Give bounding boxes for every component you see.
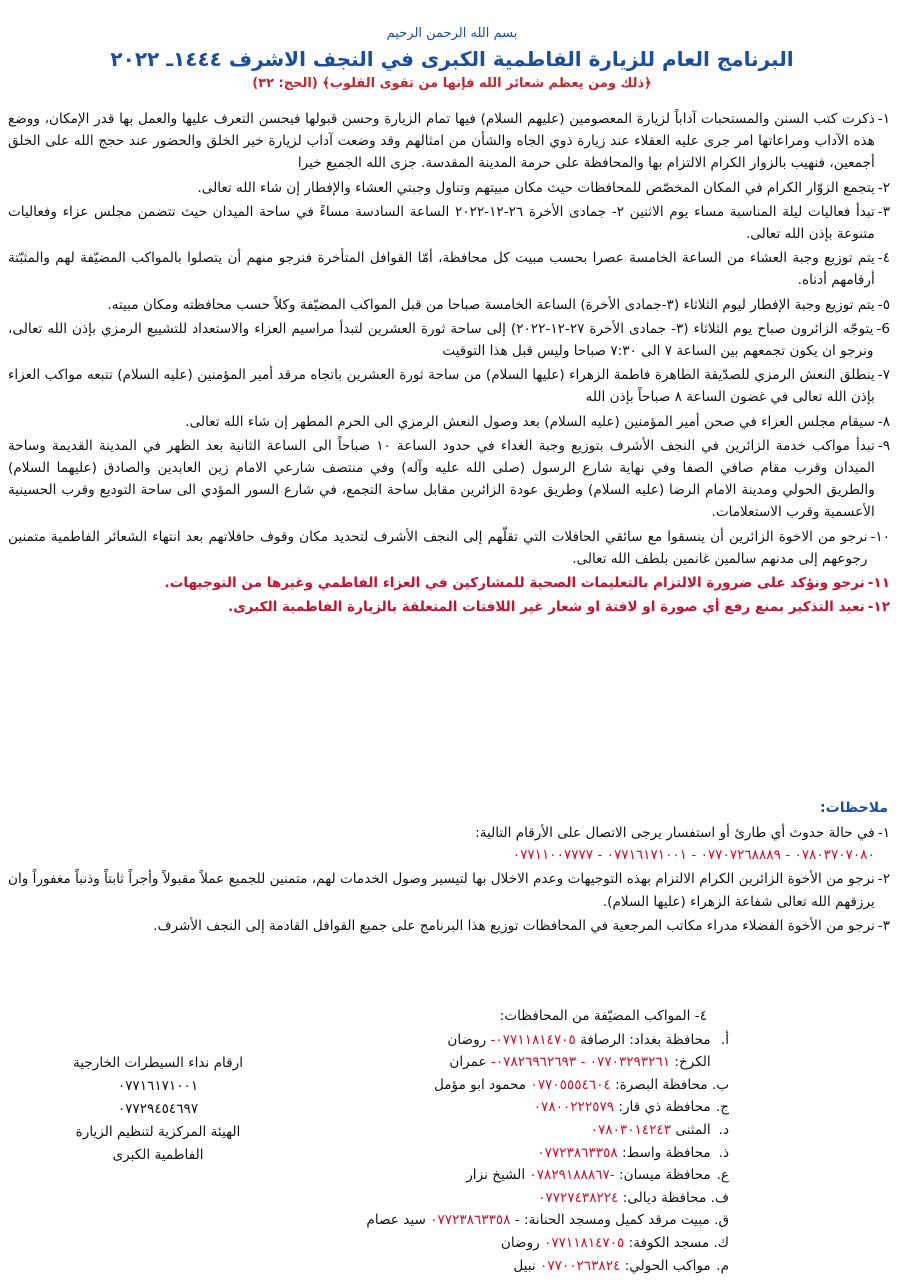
- note-number: ٣-: [877, 917, 890, 934]
- item-number: 6-: [876, 320, 890, 337]
- item-text: تبدأ مواكب خدمة الزائرين في النجف الأشرف بتوزيع وجبة الغداء في حدود الساعة ١٠ صباحاً الى الساعة الثانية بعد الظهر في المدينة القديمة وساحة الميدان وقرب مقام صافي الصفا وفي نهاية شارع الرسول (صلى الله عليه وآله) وفي منتصف شارعي الامام زين العابدين والصادق (عليهما السلام) والطريق الحولي ومدينة الامام الرضا (عليه السلام) وطريق عودة الزائرين مقابل ساحة التجمع، في شارع السور المؤدي الى ساحة التوديع وقرب الحسينية الأعسمية وقرب الاستعلامات.: [8, 437, 875, 521]
- host-row: [309, 1029, 729, 1052]
- host-phone: ٠٧٧٢٣٨٦٣٣٥٨: [430, 1212, 511, 1229]
- host-phone: ٠٧٨٠٠٢٢٢٥٧٩: [533, 1099, 615, 1116]
- program-item-10: [8, 526, 890, 570]
- item-text: ذكرت كتب السنن والمستحبات آداباً لزيارة المعصومين (عليهم السلام) فيها تمام الزيارة وحسن قبولها فيحسن التعرف عليها والعمل بها قدر الإمكان، ووضع هذه الآداب ومراعاتها امر جرى عليه العقلاء عند زيارة ذوي الجاه والشأن من امثالهم وقد وضعت آداب لزيارة خير الخلق والحضور عند حجج الله على الخلق أجمعين، فنهيب بالزوار الكرام الالتزام بها والمحافظة على حرمة المدينة المقدسة. جزى الله الجميع خيرا: [8, 111, 875, 172]
- program-item-8: [8, 411, 890, 433]
- page-title: البرنامج العام للزيارة الفاطمية الكبرى في النجف الاشرف ١٤٤٤ـ ٢٠٢٢: [110, 47, 794, 71]
- item-text: نعيد التذكير بمنع رفع أي صورة او لافتة او شعار غير اللافتات المتعلقة بالزيارة الفاطمية الكبرى.: [228, 599, 865, 616]
- host-row: [309, 1096, 729, 1119]
- program-item-11: [8, 572, 890, 594]
- host-phone: ٠٧٧٠٥٥٥٤٦٠٤: [530, 1076, 611, 1093]
- item-number: ٨-: [877, 413, 890, 430]
- item-number: ١٢-: [867, 599, 890, 616]
- host-row: [309, 1119, 729, 1142]
- host-contact: الشيخ نزار: [466, 1167, 526, 1184]
- host-row: [309, 1232, 729, 1255]
- host-contact: نبيل: [513, 1257, 536, 1274]
- host-phone: -٠٧٨٢٩١٨٨٨٦٧: [529, 1167, 615, 1184]
- item-number: ٤-: [877, 250, 890, 267]
- checkpoint-title: ارقام نداء السيطرات الخارجية: [72, 1055, 243, 1071]
- note-text: نرجو من الأخوة الفضلاء مدراء مكاتب المرجعية في المحافظات توزيع هذا البرنامج على جميع القوافل القادمة إلى النجف الأشرف.: [153, 917, 875, 934]
- host-label: مبيت مرقد كميل ومسجد الحنانة: -: [514, 1212, 710, 1229]
- host-label: محافظة البصرة:: [615, 1076, 708, 1093]
- note-number: ١-: [877, 825, 890, 841]
- host-row: [309, 1074, 729, 1097]
- host-row: [309, 1051, 729, 1074]
- program-items: [8, 108, 890, 620]
- host-phone: ٠٧٧٢٧٤٣٨٢٢٤: [538, 1189, 619, 1206]
- host-letter: ع.: [716, 1167, 729, 1184]
- basmala: بسم الله الرحمن الرحيم: [386, 26, 518, 41]
- host-contact: روضان: [500, 1234, 540, 1251]
- host-label: محافظة واسط:: [622, 1144, 711, 1161]
- program-item-12: [8, 596, 890, 618]
- host-letter: ب.: [711, 1076, 729, 1093]
- host-letter: ك.: [713, 1234, 729, 1251]
- host-row: [309, 1209, 729, 1232]
- item-number: ١٠-: [870, 528, 890, 545]
- checkpoint-contact-box: [58, 1052, 258, 1167]
- item-text: نرجو من الاخوة الزائرين أن ينسقوا مع سائقي الحافلات التي تقلّهم إلى النجف الأشرف لتحديد مكان وقوف حافلاتهم بعد انتهاء الشعائر الفاطمية متمنين رجوعهم إلى مدنهم سالمين غانمين بلطف الله تعالى.: [8, 528, 868, 567]
- item-number: ٧-: [877, 367, 890, 384]
- host-label: محافظة ذي قار:: [618, 1099, 711, 1116]
- host-contact: روضان: [447, 1031, 487, 1048]
- item-text: يتم توزيع وجبة الإفطار ليوم الثلاثاء (٣-جمادى الأخرة) الساعة الخامسة صباحا من قبل المواكب المضيّفة وكلاً حسب محافظته ومكان مبيته.: [107, 296, 875, 313]
- host-letter: م.: [716, 1257, 729, 1274]
- host-label: مواكب الحولي:: [624, 1257, 711, 1274]
- item-number: ١-: [877, 111, 890, 127]
- item-number: ٩-: [877, 437, 890, 454]
- host-row: [309, 1187, 729, 1210]
- organization-name-line-1: الهيئة المركزية لتنظيم الزيارة: [75, 1124, 241, 1140]
- item-number: ٣-: [877, 203, 890, 220]
- program-item-2: [8, 177, 890, 199]
- host-row: [309, 1164, 729, 1187]
- item-number: ٥-: [877, 296, 890, 313]
- host-letter: د.: [718, 1121, 729, 1138]
- quran-verse: ﴿ذلك ومن يعظم شعائر الله فإنها من تقوى القلوب﴾ (الحج: ٣٢): [252, 76, 652, 91]
- program-item-5: [8, 294, 890, 316]
- host-letter: ق.: [714, 1212, 729, 1229]
- program-item-1: [8, 108, 890, 175]
- host-label: الكرخ:: [674, 1054, 711, 1071]
- item-text: يتوجّه الزائرون صباح يوم الثلاثاء (٣- جمادى الأخرة ٢٧-١٢-٢٠٢٢) إلى ساحة ثورة العشرين لتبدأ مراسيم العزاء والاستعداد للتشييع الرمزي بإذن الله تعالى، ونرجو ان يكون تجمعهم بين الساعة ٧ الى ٧:٣٠ صباحا وليس قبل هذا التوقيت: [8, 320, 874, 360]
- program-item-3: [8, 201, 890, 245]
- item-text: يتم توزيع وجبة العشاء من الساعة الخامسة عصرا بحسب مبيت كل محافظة، أمّا القوافل المتأخرة فنرجو منهم أن يتصلوا بالمواكب المضيّفة لهم والمثبّتة أرقامهم أدناه.: [8, 250, 875, 289]
- emergency-phones: ٠٧٨٠٣٧٠٧٠٨٠ - ٠٧٧٠٧٢٦٨٨٨٩ - ٠٧٧١٦١٧١٠٠١ - ٠٧٧١١٠٠٧٧٧٧: [512, 847, 875, 864]
- host-contact: سيد عصام: [366, 1212, 426, 1229]
- item-number: ١١-: [867, 575, 890, 592]
- host-row: [309, 1142, 729, 1165]
- notes-list: [8, 822, 890, 939]
- item-text: نرجو ونؤكد على ضرورة الالتزام بالتعليمات الصحية للمشاركين في العزاء الفاطمي وغيرها من التوجيهات.: [164, 575, 865, 592]
- note-3: [8, 915, 890, 937]
- host-processions: [309, 1005, 729, 1277]
- item-number: ٢-: [877, 179, 890, 196]
- host-phone: ٠٧٧٠٣٢٩٣٢٦١ - ٠٧٨٢٦٩٦٢٦٩٣-: [490, 1054, 671, 1071]
- checkpoint-phone-2: ٠٧٧٢٩٤٥٤٦٩٧: [117, 1101, 199, 1117]
- item-text: يتجمع الزوّار الكرام في المكان المخصّص للمحافظات حيث مكان مبيتهم وتناول وجبتي العشاء والإفطار إن شاء الله تعالى.: [197, 179, 875, 196]
- note-text: في حالة حدوث أي طارئ أو استفسار يرجى الاتصال على الأرقام التالية:: [475, 825, 875, 841]
- host-label: محافظة بغداد: الرصافة: [580, 1031, 711, 1048]
- host-phone: ٠٧٧٢٣٨٦٣٣٥٨: [537, 1144, 618, 1161]
- host-row: [309, 1255, 729, 1278]
- host-letter: ج.: [715, 1099, 729, 1116]
- note-2: [8, 868, 890, 912]
- host-processions-title: ٤- المواكب المضيّفة من المحافظات:: [499, 1008, 707, 1024]
- host-letter: ذ.: [718, 1144, 729, 1161]
- item-text: سيقام مجلس العزاء في صحن أمير المؤمنين (عليه السلام) بعد وصول النعش الرمزي الى الحرم المطهر إن شاء الله تعالى.: [185, 413, 875, 430]
- host-phone: ٠٧٧١١٨١٤٧٠٥-: [490, 1031, 576, 1048]
- host-letter: أ.: [720, 1031, 729, 1048]
- note-text: نرجو من الأخوة الزائرين الكرام الالتزام بهذه التوجيهات وعدم الاخلال بها لتيسير وصول الخدمات لهم، متمنين للجميع عملاً مقبولاً وأجراً ثابتاً وذنباً مغفوراً وان يرزقهم الله تعالى شفاعة الزهراء (عليها السلام).: [8, 871, 875, 910]
- program-item-9: [8, 435, 890, 524]
- host-letter: ف.: [710, 1189, 729, 1206]
- host-phone: ٠٧٧١١٨١٤٧٠٥: [544, 1234, 625, 1251]
- host-label: محافظة ميسان:: [619, 1167, 711, 1184]
- note-1: [8, 822, 890, 866]
- host-label: المثنى: [675, 1121, 711, 1138]
- organization-name-line-2: الفاطمية الكبرى: [112, 1147, 204, 1163]
- host-contact: محمود ابو مؤمل: [433, 1076, 527, 1093]
- host-label: مسجد الكوفة:: [628, 1234, 710, 1251]
- item-text: ينطلق النعش الرمزي للصدّيقة الطاهرة فاطمة الزهراء (عليها السلام) من ساحة ثورة العشرين باتجاه مرقد أمير المؤمنين (عليه السلام) تتبعه مواكب العزاء بإذن الله تعالى في غضون الساعة ٨ صباحاً بإذن الله: [8, 367, 875, 406]
- program-item-4: [8, 247, 890, 291]
- header: [0, 0, 904, 91]
- host-contact: عمران: [449, 1054, 487, 1071]
- host-phone: ٠٧٧٠٠٢٦٣٨٢٤: [540, 1257, 621, 1274]
- host-phone: ٠٧٨٠٣٠١٤٢٤٣: [590, 1121, 672, 1138]
- program-item-7: [8, 364, 890, 408]
- program-item-6: [8, 318, 890, 362]
- note-number: ٢-: [877, 871, 890, 888]
- item-text: تبدأ فعاليات ليلة المناسبة مساء يوم الاثنين ٢- جمادى الأخرة ٢٦-١٢-٢٠٢٢ الساعة السادسة مساءً في ساحة الميدان حيث تتضمن مجلس عزاء وفعاليات متنوعة بإذن الله تعالى.: [8, 203, 875, 243]
- checkpoint-phone-1: ٠٧٧١٦١٧١٠٠١: [117, 1078, 199, 1094]
- host-label: محافظة ديالى:: [622, 1189, 707, 1206]
- notes-heading: ملاحظات:: [820, 800, 888, 816]
